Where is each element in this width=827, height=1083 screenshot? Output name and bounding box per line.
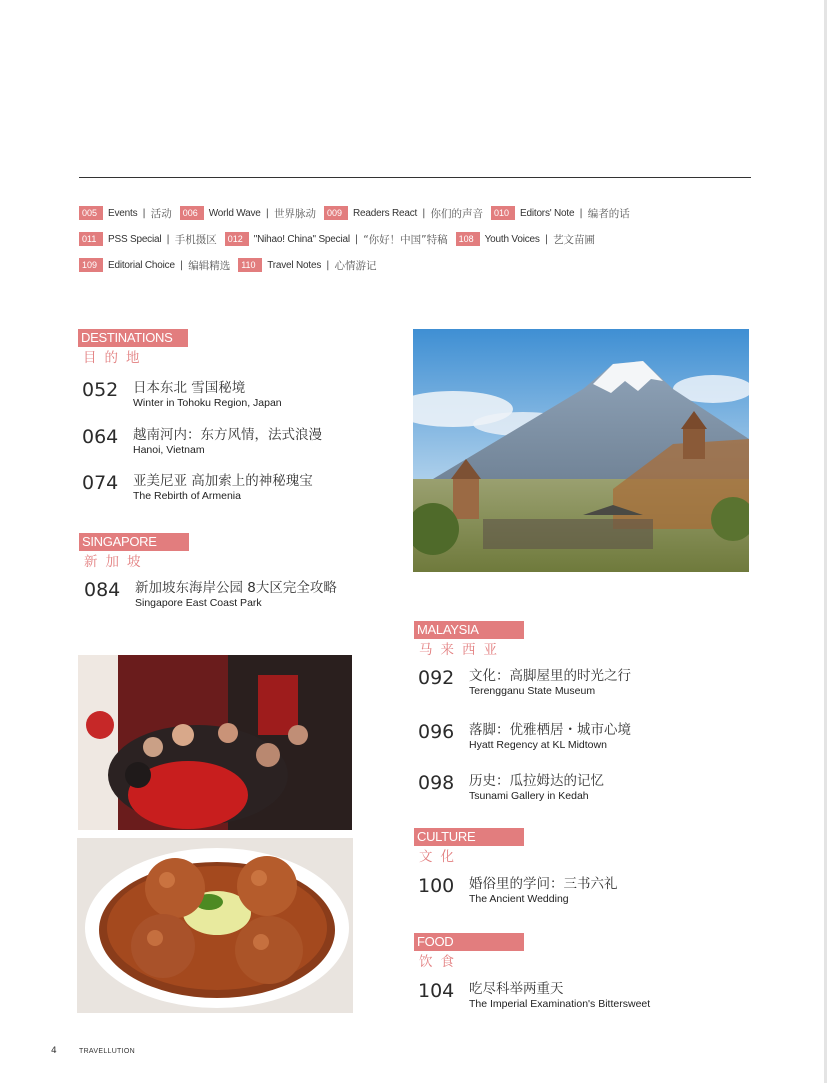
- toc-entry[interactable]: [84, 579, 337, 610]
- section-title-cn: 新加坡: [84, 554, 149, 570]
- divider: |: [354, 233, 359, 245]
- page-number: 4: [51, 1046, 57, 1056]
- toc-entry[interactable]: [82, 426, 322, 457]
- entry-title-cn: 落脚：优雅栖居・城市心境: [469, 722, 631, 738]
- index-item[interactable]: [225, 232, 448, 247]
- entry-title-cn: 越南河内：东方风情，法式浪漫: [133, 427, 322, 443]
- index-row-2: [79, 232, 603, 246]
- section-title: SINGAPORE: [79, 533, 189, 551]
- section-title: CULTURE: [414, 828, 524, 846]
- index-item[interactable]: [238, 258, 376, 273]
- entry-page-number: 052: [82, 379, 119, 401]
- entry-page-number: 100: [418, 875, 455, 897]
- toc-entry[interactable]: [82, 379, 282, 410]
- entry-page-number: 084: [84, 579, 121, 601]
- section-destinations: [78, 329, 188, 367]
- index-title-en: World Wave: [208, 207, 261, 219]
- index-page-badge: 010: [491, 206, 515, 220]
- index-row-3: [79, 258, 385, 272]
- index-item[interactable]: [79, 206, 172, 221]
- header-rule: [79, 177, 751, 178]
- index-row-1: [79, 206, 638, 220]
- entry-title-cn: 文化：高脚屋里的时光之行: [469, 668, 631, 684]
- index-page-badge: 110: [238, 258, 262, 272]
- toc-entry[interactable]: [418, 721, 631, 752]
- index-page-badge: 005: [79, 206, 103, 220]
- index-page-badge: 109: [79, 258, 103, 272]
- index-title-en: Editorial Choice: [108, 259, 175, 271]
- wedding-photo: [78, 655, 352, 830]
- index-title-en: Editors' Note: [520, 207, 575, 219]
- divider: |: [265, 207, 270, 219]
- section-singapore: [79, 533, 189, 571]
- divider: |: [166, 233, 170, 245]
- entry-title-cn: 吃尽科举两重天: [469, 981, 564, 997]
- index-item[interactable]: [324, 206, 483, 221]
- toc-entry[interactable]: [82, 472, 313, 503]
- index-item[interactable]: [180, 206, 316, 221]
- index-title-cn: 编者的话: [587, 207, 630, 220]
- index-title-en: "Nihao! China" Special: [253, 233, 350, 245]
- index-title-cn: 你们的声音: [430, 207, 484, 220]
- section-title: DESTINATIONS: [78, 329, 188, 347]
- entry-page-number: 098: [418, 772, 455, 794]
- index-title-cn: 活动: [150, 207, 172, 220]
- magazine-brand: TRAVELLUTION: [79, 1048, 135, 1055]
- index-page-badge: 009: [324, 206, 348, 220]
- section-title: MALAYSIA: [414, 621, 524, 639]
- divider: |: [179, 259, 184, 271]
- index-item[interactable]: [79, 258, 230, 273]
- index-item[interactable]: [79, 232, 217, 247]
- divider: |: [579, 207, 583, 219]
- section-title-cn: 饮食: [419, 954, 462, 970]
- index-page-badge: 011: [79, 232, 103, 246]
- section-malaysia: [414, 621, 524, 659]
- entry-page-number: 092: [418, 667, 455, 689]
- toc-entry[interactable]: [418, 772, 604, 803]
- index-title-cn: 编辑精选: [188, 259, 231, 272]
- food-photo: [77, 838, 353, 1013]
- index-item[interactable]: [491, 206, 630, 221]
- section-title-cn: 文化: [419, 849, 462, 865]
- entry-title-en: Hyatt Regency at KL Midtown: [469, 739, 607, 751]
- divider: |: [544, 233, 549, 245]
- section-title-cn: 马来西亚: [419, 642, 505, 658]
- entry-title-en: Terengganu State Museum: [469, 685, 596, 697]
- entry-title-en: Tsunami Gallery in Kedah: [469, 790, 589, 802]
- toc-entry[interactable]: [418, 875, 618, 906]
- divider: |: [422, 207, 426, 219]
- index-title-cn: “你好！中国”特稿: [363, 233, 448, 246]
- armenia-photo: [413, 329, 749, 572]
- entry-title-cn: 日本东北 雪国秘境: [133, 380, 246, 396]
- index-title-en: Travel Notes: [267, 259, 322, 271]
- index-title-en: PSS Special: [108, 233, 162, 245]
- toc-entry[interactable]: [418, 667, 631, 698]
- entry-title-en: Winter in Tohoku Region, Japan: [133, 397, 282, 409]
- entry-title-cn: 新加坡东海岸公园 8大区完全攻略: [135, 580, 337, 596]
- entry-title-cn: 婚俗里的学问：三书六礼: [469, 876, 618, 892]
- index-title-en: Readers React: [353, 207, 418, 219]
- entry-title-en: The Imperial Examination's Bittersweet: [469, 998, 651, 1010]
- index-page-badge: 006: [180, 206, 204, 220]
- entry-title-en: The Rebirth of Armenia: [133, 490, 241, 502]
- index-page-badge: 012: [225, 232, 249, 246]
- index-title-cn: 艺文苗圃: [553, 233, 596, 246]
- entry-page-number: 096: [418, 721, 455, 743]
- index-title-cn: 世界脉动: [274, 207, 317, 220]
- entry-title-cn: 历史：瓜拉姆达的记忆: [469, 773, 604, 789]
- divider: |: [142, 207, 146, 219]
- toc-entry[interactable]: [418, 980, 650, 1011]
- section-culture: [414, 828, 524, 866]
- index-title-cn: 手机摄区: [174, 233, 217, 246]
- divider: |: [326, 259, 330, 271]
- entry-title-en: Hanoi, Vietnam: [133, 444, 205, 456]
- entry-page-number: 104: [418, 980, 455, 1002]
- entry-page-number: 064: [82, 426, 119, 448]
- entry-page-number: 074: [82, 472, 119, 494]
- entry-title-cn: 亚美尼亚 高加索上的神秘瑰宝: [133, 473, 313, 489]
- section-title-cn: 目的地: [83, 350, 148, 366]
- index-title-en: Youth Voices: [484, 233, 540, 245]
- entry-title-en: The Ancient Wedding: [469, 893, 569, 905]
- section-food: [414, 933, 524, 971]
- index-title-en: Events: [108, 207, 138, 219]
- section-title: FOOD: [414, 933, 524, 951]
- entry-title-en: Singapore East Coast Park: [135, 597, 262, 609]
- index-title-cn: 心情游记: [334, 259, 377, 272]
- index-page-badge: 108: [456, 232, 480, 246]
- index-item[interactable]: [456, 232, 595, 247]
